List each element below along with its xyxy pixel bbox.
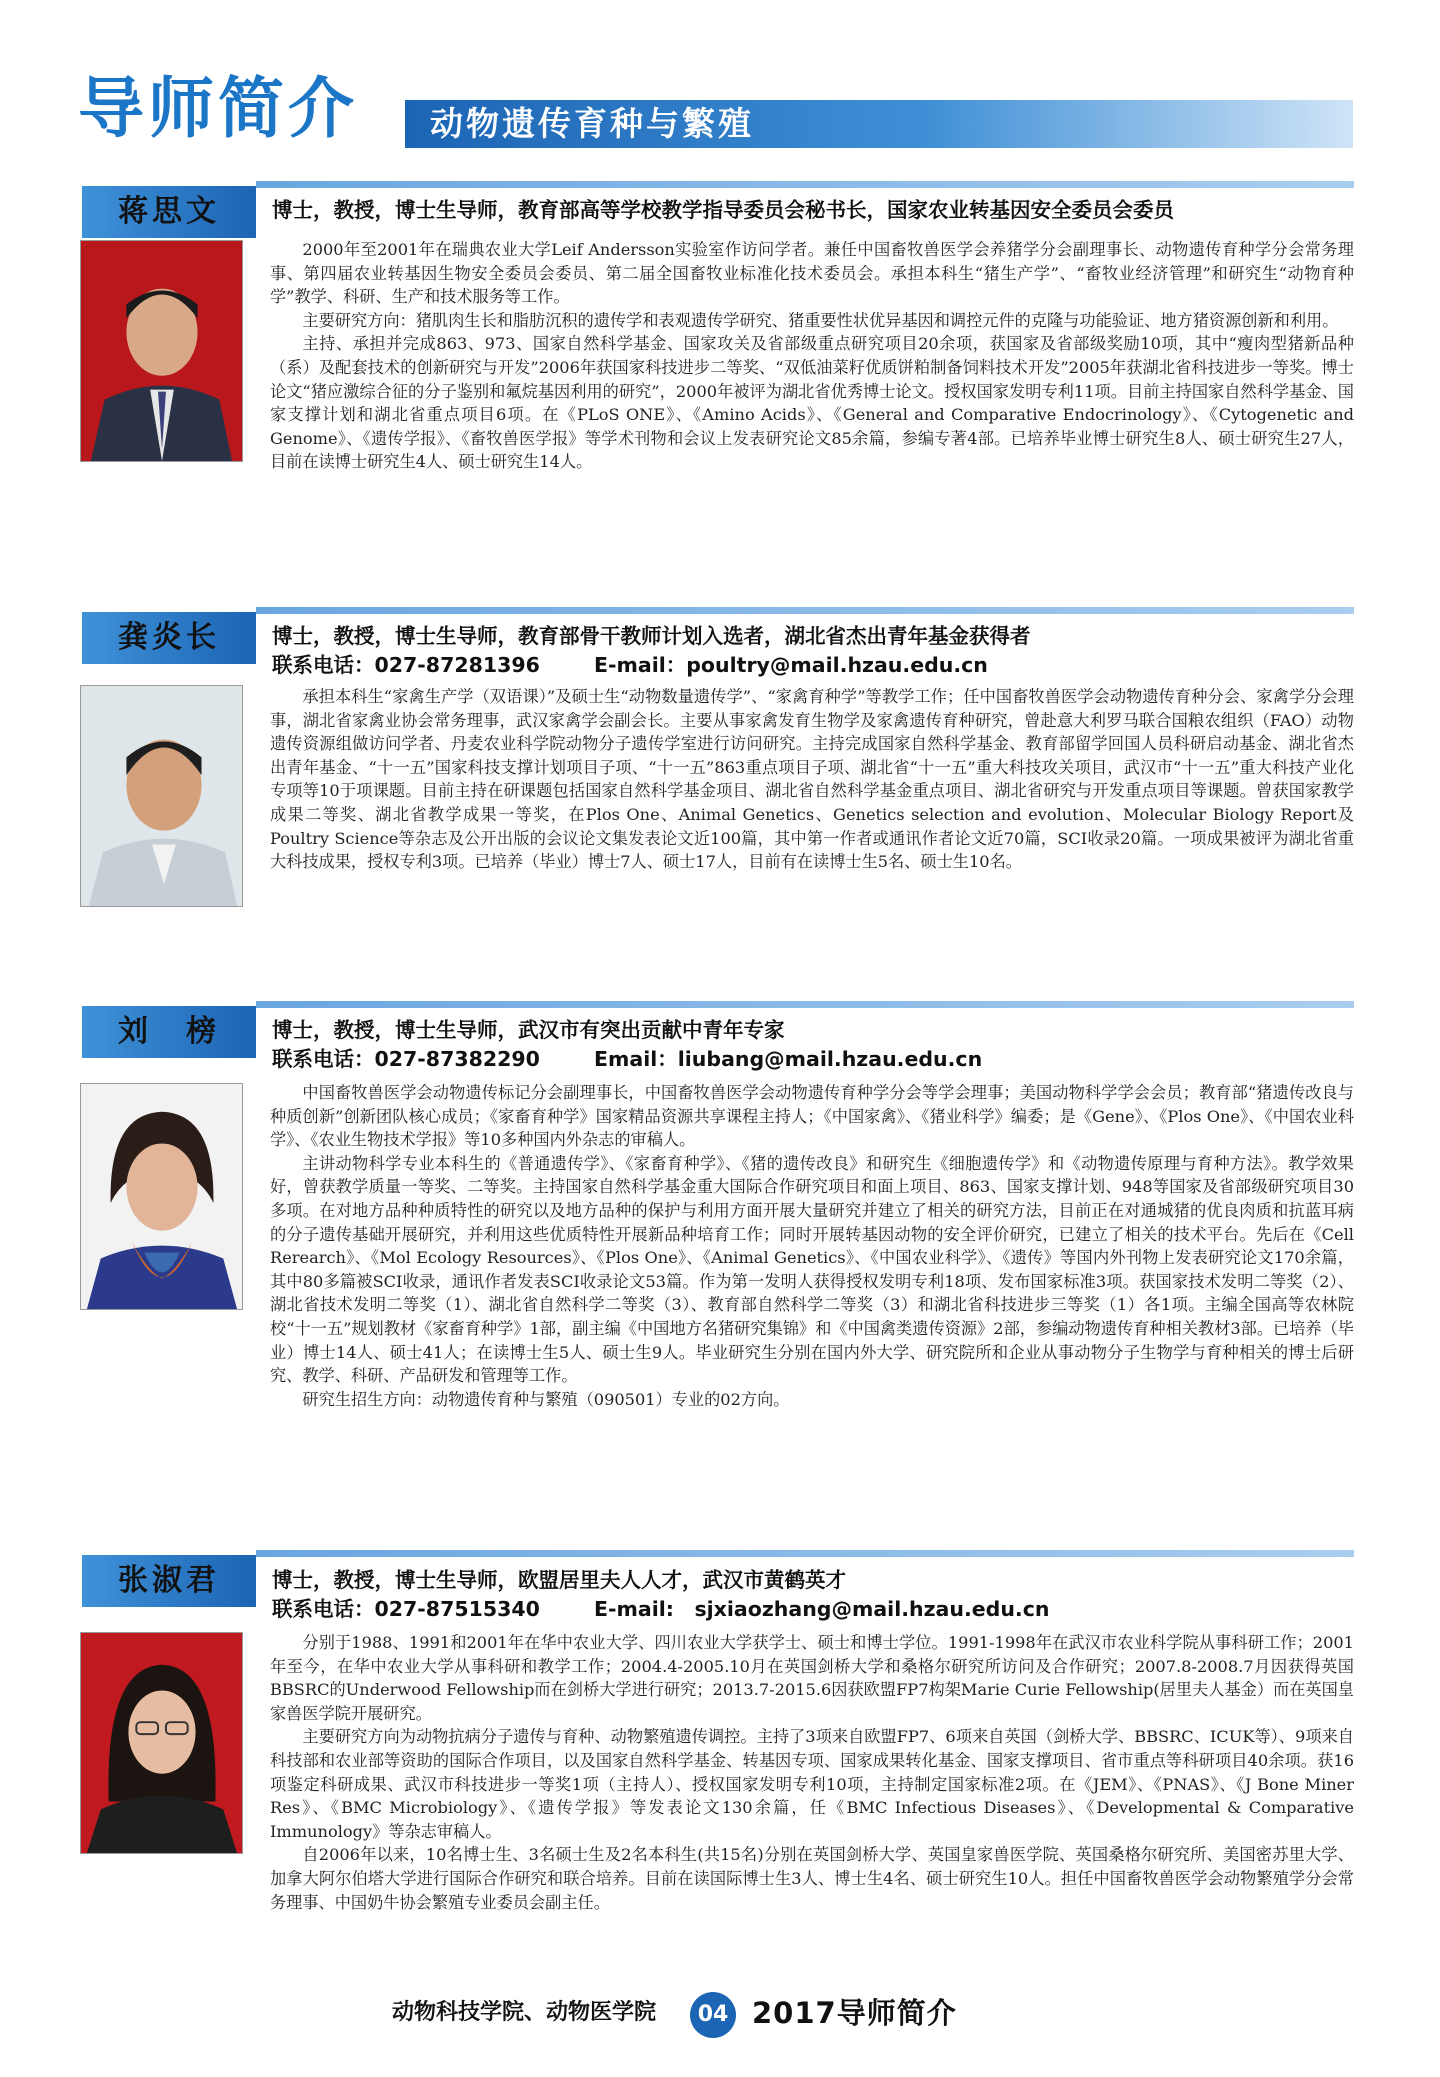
page-subtitle: 动物遗传育种与繁殖 bbox=[430, 104, 754, 143]
profile-title: 博士，教授，博士生导师，教育部高等学校教学指导委员会秘书长，国家农业转基因安全委员会委员 bbox=[272, 198, 1174, 222]
footer-publication: 2017导师简介 bbox=[752, 1996, 957, 2030]
profile-title: 博士，教授，博士生导师，教育部骨干教师计划入选者，湖北省杰出青年基金获得者 bbox=[272, 624, 1031, 648]
profile-title: 博士，教授，博士生导师，武汉市有突出贡献中青年专家 bbox=[272, 1018, 785, 1042]
email-address[interactable]: E-mail：poultry@mail.hzau.edu.cn bbox=[594, 653, 988, 677]
bio-paragraph: 自2006年以来，10名博士生、3名硕士生及2名本科生(共15名)分别在英国剑桥大学、英国皇家兽医学院、英国桑格尔研究所、美国密苏里大学、加拿大阿尔伯塔大学进行国际合作研究和联合培养。目前在读国际博士生3人、博士生4名、硕士研究生10人。担任中国畜牧兽医学会动物繁殖学分会常务理事、中国奶牛协会繁殖专业委员会副主任。 bbox=[270, 1845, 1354, 1912]
email-address[interactable]: Email：liubang@mail.hzau.edu.cn bbox=[594, 1047, 983, 1071]
profile-photo bbox=[80, 240, 243, 462]
section-rule bbox=[256, 181, 1354, 188]
bio-paragraph: 分别于1988、1991和2001年在华中农业大学、四川农业大学获学士、硕士和博士学位。1991-1998年在武汉市农业科学院从事科研工作；2001年至今，在华中农业大学从事科研和教学工作；2004.4-2005.10月在英国剑桥大学和桑格尔研究所访问及合作研究；2007.8-2008.7月因获得英国BBSRC的Underwood Fellowship而在剑桥大学进行研究；2013.7-2015.6因获欧盟FP7构架Marie Curie Fellowship(居里夫人基金）而在英国皇家兽医学院开展研究。 bbox=[270, 1633, 1354, 1723]
profile-name-tab: 龚炎长 bbox=[82, 612, 256, 664]
profile-name-tab: 刘 榜 bbox=[82, 1006, 256, 1058]
section-rule bbox=[256, 1550, 1354, 1557]
profile-photo bbox=[80, 685, 243, 907]
phone-number: 联系电话：027-87281396 bbox=[272, 653, 540, 677]
bio-paragraph: 2000年至2001年在瑞典农业大学Leif Andersson实验室作访问学者。兼任中国畜牧兽医学会养猪学分会副理事长、动物遗传育种学分会常务理事、第四届农业转基因生物安全委员会委员、第二届全国畜牧业标准化技术委员会。承担本科生“猪生产学”、“畜牧业经济管理”和研究生“动物育种学”教学、科研、生产和技术服务等工作。 bbox=[270, 240, 1354, 307]
profile-bio bbox=[270, 238, 1354, 474]
profile-bio bbox=[270, 1631, 1354, 1914]
profile-title: 博士，教授，博士生导师，欧盟居里夫人人才，武汉市黄鹤英才 bbox=[272, 1568, 846, 1592]
profile-bio bbox=[270, 685, 1354, 874]
bio-paragraph: 主要研究方向为动物抗病分子遗传与育种、动物繁殖遗传调控。主持了3项来自欧盟FP7、6项来自英国（剑桥大学、BBSRC、ICUK等）、9项来自科技部和农业部等资助的国际合作项目，以及国家自然科学基金、转基因专项、国家成果转化基金、国家支撑项目、省市重点等科研项目40余项。获16项鉴定科研成果、武汉市科技进步一等奖1项（主持人）、授权国家发明专利10项，主持制定国家标准2项。在《JEM》、《PNAS》、《J Bone Miner Res》、《BMC Microbiology》、《遗传学报》等发表论文130余篇，任《BMC Infectious Diseases》、《Developmental & Comparative Immunology》等杂志审稿人。 bbox=[270, 1727, 1354, 1841]
bio-paragraph: 主持、承担并完成863、973、国家自然科学基金、国家攻关及省部级重点研究项目20余项，获国家及省部级奖励10项，其中“瘦肉型猪新品种（系）及配套技术的创新研究与开发”2006年获国家科技进步二等奖、“双低油菜籽优质饼粕制备饲料技术开发”2005年获湖北省科技进步一等奖。博士论文“猪应激综合征的分子鉴别和氟烷基因利用的研究”，2000年被评为湖北省优秀博士论文。授权国家发明专利11项。目前主持国家自然科学基金、国家支撑计划和湖北省重点项目6项。在《PLoS ONE》、《Amino Acids》、《General and Comparative Endocrinology》、《Cytogenetic and Genome》、《遗传学报》、《畜牧兽医学报》等学术刊物和会议上发表研究论文85余篇，参编专著4部。已培养毕业博士研究生8人、硕士研究生27人，目前在读博士研究生4人、硕士研究生14人。 bbox=[270, 334, 1354, 472]
page-title: 导师简介 bbox=[78, 70, 358, 147]
phone-number: 联系电话：027-87382290 bbox=[272, 1047, 540, 1071]
page-number-badge: 04 bbox=[690, 1992, 736, 2038]
footer-college: 动物科技学院、动物医学院 bbox=[392, 2000, 657, 2025]
bio-paragraph: 研究生招生方向：动物遗传育种与繁殖（090501）专业的02方向。 bbox=[302, 1389, 790, 1409]
contact-line bbox=[272, 652, 988, 678]
bio-paragraph: 主要研究方向：猪肌肉生长和脂肪沉积的遗传学和表观遗传学研究、猪重要性状优异基因和调控元件的克隆与功能验证、地方猪资源创新和利用。 bbox=[302, 310, 1339, 330]
profile-name-tab: 蒋思文 bbox=[82, 186, 256, 238]
bio-paragraph: 承担本科生“家禽生产学（双语课）”及硕士生“动物数量遗传学”、“家禽育种学”等教学工作；任中国畜牧兽医学会动物遗传育种分会、家禽学分会理事，湖北省家禽业协会常务理事，武汉家禽学会副会长。主要从事家禽发育生物学及家禽遗传育种研究，曾赴意大利罗马联合国粮农组织（FAO）动物遗传资源组做访问学者、丹麦农业科学院动物分子遗传学室进行访问研究。主持完成国家自然科学基金、教育部留学回国人员科研启动基金、湖北省杰出青年基金、“十一五”国家科技支撑计划项目子项、“十一五”863重点项目子项、湖北省“十一五”重大科技攻关项目，武汉市“十一五”重大科技产业化专项等10于项课题。目前主持在研课题包括国家自然科学基金项目、湖北省自然科学基金重点项目、湖北省研究与开发重点项目等课题。曾获国家教学成果二等奖、湖北省教学成果一等奖，在Plos One、Animal Genetics、Genetics selection and evolution、Molecular Biology Report及Poultry Science等杂志及公开出版的会议论文集发表论文近100篇，其中第一作者或通讯作者论文近70篇，SCI收录20篇。一项成果被评为湖北省重大科技成果，授权专利3项。已培养（毕业）博士7人、硕士17人，目前有在读博士生5名、硕士生10名。 bbox=[270, 687, 1354, 872]
profile-photo bbox=[80, 1632, 243, 1854]
section-rule bbox=[256, 1001, 1354, 1008]
phone-number: 联系电话：027-87515340 bbox=[272, 1597, 540, 1621]
section-rule bbox=[256, 607, 1354, 614]
profile-photo bbox=[80, 1083, 243, 1310]
contact-line bbox=[272, 1046, 983, 1072]
profile-bio bbox=[270, 1081, 1354, 1411]
bio-paragraph: 中国畜牧兽医学会动物遗传标记分会副理事长，中国畜牧兽医学会动物遗传育种学分会等学会理事；美国动物科学学会会员；教育部“猪遗传改良与种质创新”创新团队核心成员；《家畜育种学》国家精品资源共享课程主持人；《中国家禽》、《猪业科学》编委；是《Gene》、《Plos One》、《中国农业科学》、《农业生物技术学报》等10多种国内外杂志的审稿人。 bbox=[270, 1083, 1354, 1150]
contact-line bbox=[272, 1596, 1050, 1622]
email-address[interactable]: E-mail: sjxiaozhang@mail.hzau.edu.cn bbox=[594, 1597, 1050, 1621]
bio-paragraph: 主讲动物科学专业本科生的《普通遗传学》、《家畜育种学》、《猪的遗传改良》和研究生《细胞遗传学》和《动物遗传原理与育种方法》。教学效果好，曾获教学质量一等奖、二等奖。主持国家自然科学基金重大国际合作研究项目和面上项目、863、国家支撑计划、948等国家及省部级研究项目30多项。在对地方品种种质特性的研究以及地方品种的保护与利用方面开展大量研究并建立了相关的研究方法，目前正在对通城猪的优良肉质和抗蓝耳病的分子遗传基础开展研究，并利用这些优质特性开展新品种培育工作；同时开展转基因动物的安全评价研究，已建立了相关的技术平台。先后在《Cell Rerearch》、《Mol Ecology Resources》、《Plos One》、《Animal Genetics》、《中国农业科学》、《遗传》等国内外刊物上发表研究论文170余篇，其中80多篇被SCI收录，通讯作者发表SCI收录论文53篇。作为第一发明人获得授权发明专利18项、发布国家标准3项。获国家技术发明二等奖（2）、湖北省技术发明二等奖（1）、湖北省自然科学二等奖（3）、教育部自然科学二等奖（3）和湖北省科技进步三等奖（1）各1项。主编全国高等农林院校“十一五”规划教材《家畜育种学》1部，副主编《中国地方名猪研究集锦》和《中国禽类遗传资源》2部，参编动物遗传育种相关教材3部。已培养（毕业）博士14人、硕士41人；在读博士生5人、硕士生9人。毕业研究生分别在国内外大学、研究院所和企业从事动物分子生物学与育种相关的博士后研究、教学、科研、产品研发和管理等工作。 bbox=[270, 1153, 1354, 1386]
profile-name-tab: 张淑君 bbox=[82, 1555, 256, 1607]
